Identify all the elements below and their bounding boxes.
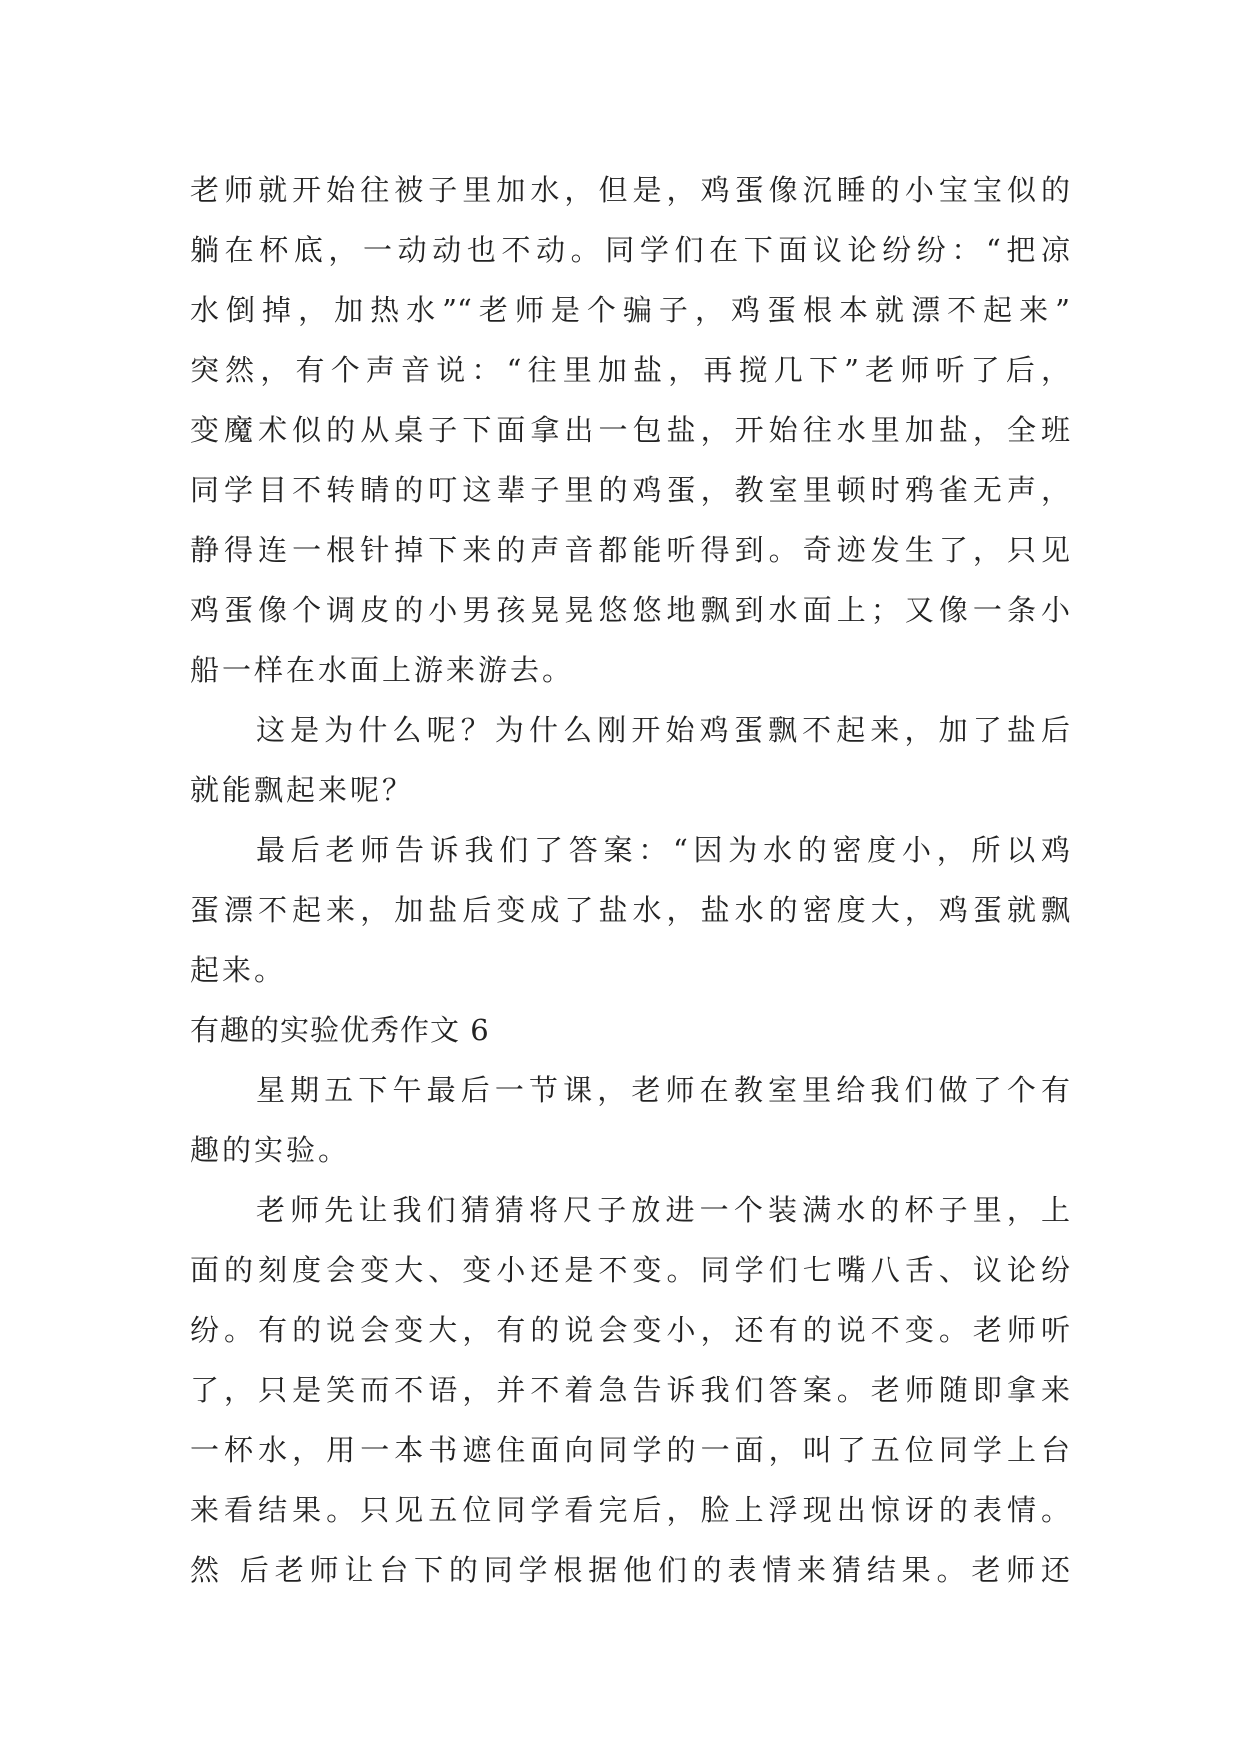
section-heading: 有趣的实验优秀作文 6 (190, 1013, 490, 1047)
text-line: 一杯水，用一本书遮住面向同学的一面，叫了五位同学上台 (190, 1433, 1070, 1467)
paragraph-first-line: 星期五下午最后一节课，老师在教室里给我们做了个有 (256, 1073, 1070, 1107)
text-line: 然 后老师让台下的同学根据他们的表情来猜结果。老师还 (190, 1553, 1070, 1587)
text-line: 面的刻度会变大、变小还是不变。同学们七嘴八舌、议论纷 (190, 1253, 1070, 1287)
text-line: 蛋漂不起来，加盐后变成了盐水，盐水的密度大，鸡蛋就飘 (190, 893, 1070, 927)
text-line: 来看结果。只见五位同学看完后，脸上浮现出惊讶的表情。 (190, 1493, 1070, 1527)
text-line: 躺在杯底，一动动也不动。同学们在下面议论纷纷：“把凉 (190, 233, 1070, 267)
text-line: 趣的实验。 (190, 1133, 351, 1167)
text-line: 就能飘起来呢？ (190, 773, 415, 807)
paragraph-first-line: 最后老师告诉我们了答案：“因为水的密度小，所以鸡 (256, 833, 1070, 867)
text-line: 老师就开始往被子里加水，但是，鸡蛋像沉睡的小宝宝似的 (190, 173, 1070, 207)
text-line: 静得连一根针掉下来的声音都能听得到。奇迹发生了，只见 (190, 533, 1070, 567)
text-line: 变魔术似的从桌子下面拿出一包盐，开始往水里加盐，全班 (190, 413, 1070, 447)
essay-body (190, 160, 1070, 1600)
text-line: 突然，有个声音说：“往里加盐，再搅几下”老师听了后， (190, 353, 1070, 387)
text-line: 水倒掉，加热水”“老师是个骗子，鸡蛋根本就漂不起来” (190, 293, 1070, 327)
paragraph-first-line: 老师先让我们猜猜将尺子放进一个装满水的杯子里，上 (256, 1193, 1070, 1227)
text-line: 鸡蛋像个调皮的小男孩晃晃悠悠地飘到水面上；又像一条小 (190, 593, 1070, 627)
text-line: 了，只是笑而不语，并不着急告诉我们答案。老师随即拿来 (190, 1373, 1070, 1407)
text-line: 纷。有的说会变大，有的说会变小，还有的说不变。老师听 (190, 1313, 1070, 1347)
text-line: 船一样在水面上游来游去。 (190, 653, 575, 687)
text-line: 同学目不转睛的叮这辈子里的鸡蛋，教室里顿时鸦雀无声， (190, 473, 1070, 507)
paragraph-first-line: 这是为什么呢？为什么刚开始鸡蛋飘不起来，加了盐后 (256, 713, 1070, 747)
text-line: 起来。 (190, 953, 287, 987)
